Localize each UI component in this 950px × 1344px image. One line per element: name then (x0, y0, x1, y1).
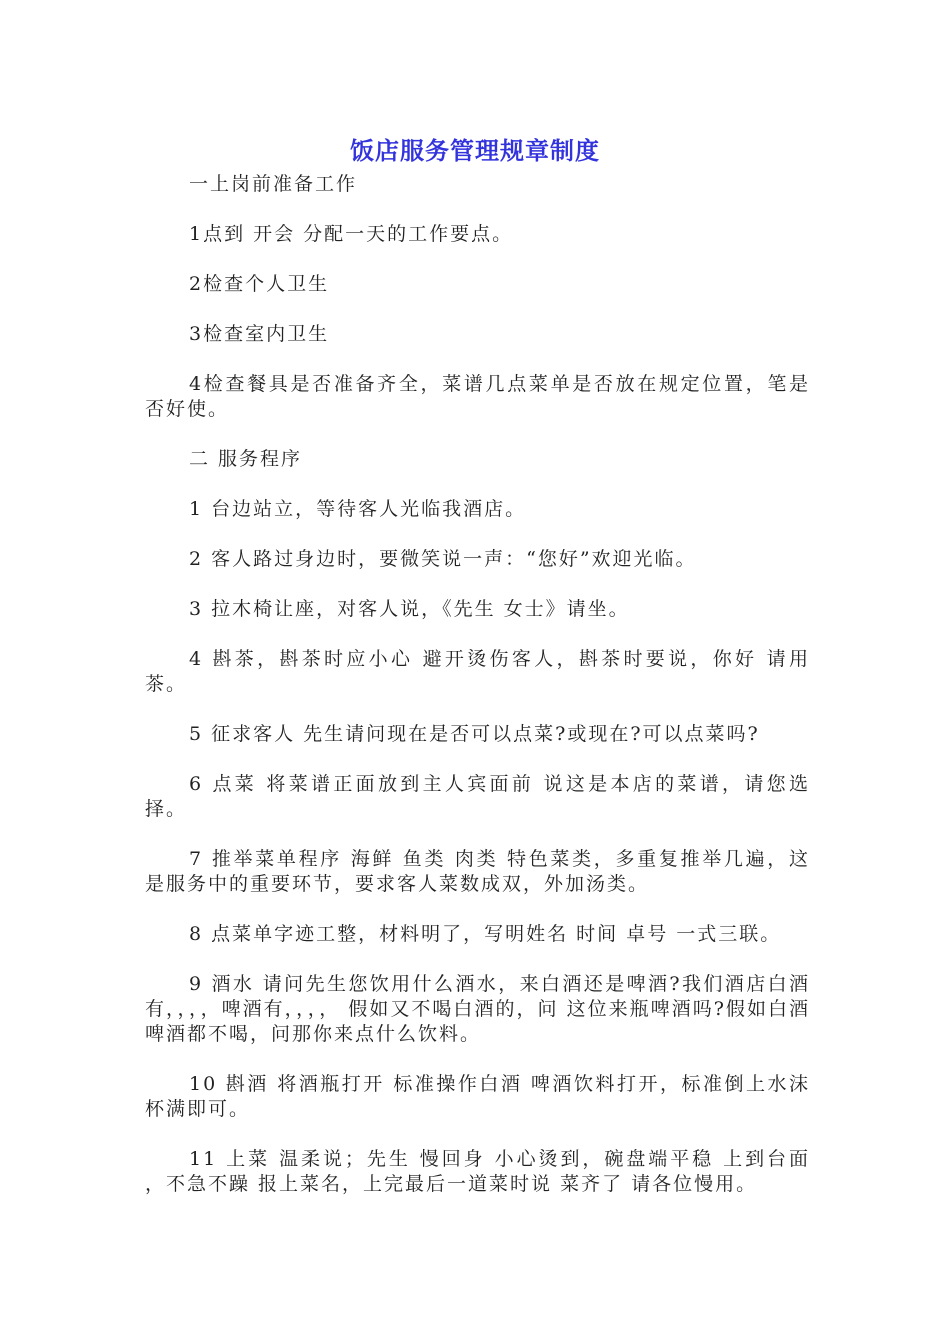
paragraph: 2检查个人卫生 (189, 273, 330, 295)
section-heading: 二 服务程序 (189, 448, 303, 470)
document-title: 饭店服务管理规章制度 (350, 137, 600, 165)
paragraph: 4 斟茶，斟茶时应小心 避开烫伤客人，斟茶时要说，你好 请用茶。 (145, 648, 810, 695)
paragraph: 4检查餐具是否准备齐全，菜谱几点菜单是否放在规定位置，笔是否好使。 (145, 373, 810, 420)
paragraph: 10 斟酒 将酒瓶打开 标准操作白酒 啤酒饮料打开，标准倒上水沫杯满即可。 (145, 1073, 810, 1120)
document-body (145, 172, 810, 1222)
paragraph: 8 点菜单字迹工整，材料明了，写明姓名 时间 卓号 一式三联。 (189, 923, 782, 945)
paragraph: 11 上菜 温柔说；先生 慢回身 小心烫到，碗盘端平稳 上到台面 ，不急不躁 报上菜名，上完最后一道菜时说 菜齐了 请各位慢用。 (145, 1148, 810, 1195)
paragraph: 6 点菜 将菜谱正面放到主人宾面前 说这是本店的菜谱，请您选择。 (145, 773, 810, 820)
paragraph: 3检查室内卫生 (189, 323, 330, 345)
paragraph: 7 推举菜单程序 海鲜 鱼类 肉类 特色菜类，多重复推举几遍，这是服务中的重要环节，要求客人菜数成双，外加汤类。 (145, 848, 810, 895)
paragraph: 1 台边站立，等待客人光临我酒店。 (189, 498, 527, 520)
section-heading: 一上岗前准备工作 (189, 173, 358, 195)
paragraph: 5 征求客人 先生请问现在是否可以点菜?或现在?可以点菜吗? (189, 723, 760, 745)
paragraph: 2 客人路过身边时，要微笑说一声：“您好”欢迎光临。 (189, 548, 697, 570)
paragraph: 3 拉木椅让座，对客人说，《先生 女士》请坐。 (189, 598, 630, 620)
paragraph: 9 酒水 请问先生您饮用什么酒水，来白酒还是啤酒?我们酒店白酒有，，，，啤酒有，，，， 假如又不喝白酒的，问 这位来瓶啤酒吗?假如白酒啤酒都不喝，问那你来点什么饮料。 (145, 973, 810, 1045)
paragraph: 1点到 开会 分配一天的工作要点。 (189, 223, 514, 245)
